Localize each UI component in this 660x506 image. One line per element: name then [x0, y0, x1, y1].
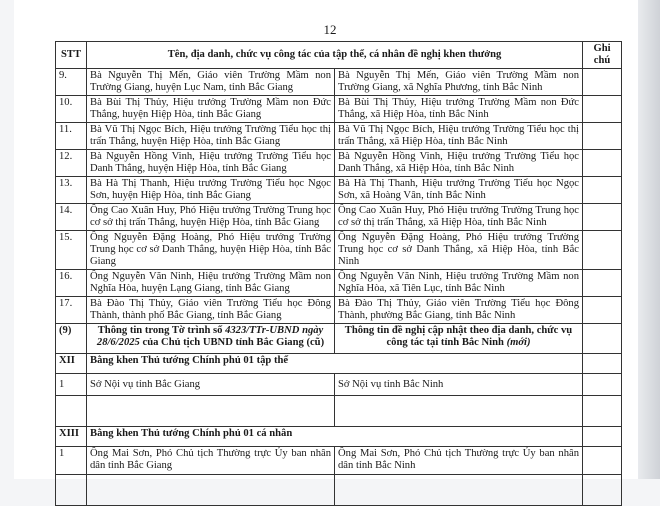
- row-new-info: Bà Vũ Thị Ngọc Bích, Hiệu trưởng Trường Tiểu học thị trấn Thắng, xã Hiệp Hòa, tỉnh Bắc Ninh: [335, 123, 583, 150]
- row-note: [583, 177, 622, 204]
- row-old-info: Ông Cao Xuân Huy, Phó Hiệu trưởng Trường Trung học cơ sở thị trấn Thắng, huyện Hiệp Hòa, tỉnh Bắc Giang: [87, 204, 335, 231]
- row-stt: 10.: [56, 96, 87, 123]
- section-title: Bằng khen Thủ tướng Chính phủ 01 cá nhân: [87, 427, 583, 447]
- row-old-info: Bà Nguyễn Thị Mến, Giáo viên Trường Mầm non Trường Giang, huyện Lục Nam, tỉnh Bắc Giang: [87, 69, 335, 96]
- row-new-info: Ông Mai Sơn, Phó Chủ tịch Thường trực Ủy ban nhân dân tỉnh Bắc Ninh: [335, 447, 583, 475]
- info-stt: (9): [56, 324, 87, 354]
- section-title: Bằng khen Thủ tướng Chính phủ 01 tập thể: [87, 354, 583, 374]
- row-note: [583, 204, 622, 231]
- row-note: [583, 150, 622, 177]
- empty-cell: [56, 396, 87, 427]
- empty-cell: [335, 475, 583, 506]
- row-stt: 1: [56, 374, 87, 396]
- empty-cell: [87, 396, 335, 427]
- row-stt: 11.: [56, 123, 87, 150]
- page-number: 12: [323, 22, 337, 37]
- table-row: [56, 270, 622, 297]
- header-note-line2: chú: [593, 55, 611, 66]
- section-stt: XII: [56, 354, 87, 374]
- row-old-info: Bà Hà Thị Thanh, Hiệu trưởng Trường Tiểu học Ngọc Sơn, huyện Hiệp Hòa, tỉnh Bắc Giang: [87, 177, 335, 204]
- header-note: [583, 42, 622, 69]
- table-row: [56, 69, 622, 96]
- header-note-line1: Ghi: [593, 43, 611, 54]
- row-old-info: Ông Nguyễn Văn Ninh, Hiệu trưởng Trường Mầm non Nghĩa Hòa, huyện Lạng Giang, tỉnh Bắc Giang: [87, 270, 335, 297]
- row-old-info: Ông Mai Sơn, Phó Chủ tịch Thường trực Ủy ban nhân dân tỉnh Bắc Giang: [87, 447, 335, 475]
- row-old-info: Sở Nội vụ tỉnh Bắc Giang: [87, 374, 335, 396]
- empty-row: [56, 475, 622, 506]
- table-row: [56, 177, 622, 204]
- row-note: [583, 297, 622, 324]
- row-note: [583, 270, 622, 297]
- table-row: [56, 297, 622, 324]
- section-row-xiii: [56, 427, 622, 447]
- table-row: [56, 96, 622, 123]
- section-row-xii: [56, 354, 622, 374]
- row-note: [583, 374, 622, 396]
- row-old-info: Bà Bùi Thị Thủy, Hiệu trưởng Trường Mầm non Đức Thắng, huyện Hiệp Hòa, tỉnh Bắc Giang: [87, 96, 335, 123]
- row-old-info: Bà Nguyễn Hồng Vinh, Hiệu trưởng Trường Tiểu học Danh Thắng, huyện Hiệp Hòa, tỉnh Bắc Giang: [87, 150, 335, 177]
- empty-cell: [583, 396, 622, 427]
- row-new-info: Bà Bùi Thị Thủy, Hiệu trưởng Trường Mầm non Đức Thắng, xã Hiệp Hòa, tỉnh Bắc Ninh: [335, 96, 583, 123]
- row-note: [583, 231, 622, 270]
- info-old-heading: [87, 324, 335, 354]
- info-new-prefix: Thông tin đề nghị cập nhật theo địa danh, chức vụ công tác tại tỉnh Bắc Ninh: [344, 325, 573, 348]
- empty-cell: [56, 475, 87, 506]
- row-stt: 9.: [56, 69, 87, 96]
- empty-cell: [583, 475, 622, 506]
- empty-row: [56, 396, 622, 427]
- info-old-ref: 4323/TTr-UBND ngày 28/6/2025: [96, 325, 324, 348]
- table-header-row: [56, 42, 622, 69]
- empty-cell: [335, 396, 583, 427]
- row-new-info: Bà Đào Thị Thủy, Giáo viên Trường Tiểu học Đông Thành, phường Bắc Giang, tỉnh Bắc Ninh: [335, 297, 583, 324]
- row-stt: 12.: [56, 150, 87, 177]
- info-header-row: [56, 324, 622, 354]
- page-edge-shadow: [638, 0, 660, 479]
- commendation-table: [55, 41, 622, 506]
- row-old-info: Bà Vũ Thị Ngọc Bích, Hiệu trưởng Trường Tiểu học thị trấn Thắng, huyện Hiệp Hòa, tỉnh Bắc Giang: [87, 123, 335, 150]
- row-new-info: Bà Hà Thị Thanh, Hiệu trưởng Trường Tiểu học Ngọc Sơn, xã Hoàng Vân, tỉnh Bắc Ninh: [335, 177, 583, 204]
- row-note: [583, 427, 622, 447]
- row-new-info: Bà Nguyễn Hồng Vinh, Hiệu trưởng Trường Tiểu học Danh Thắng, xã Hiệp Hòa, tỉnh Bắc Ninh: [335, 150, 583, 177]
- table-row: [56, 204, 622, 231]
- row-stt: 14.: [56, 204, 87, 231]
- row-note: [583, 69, 622, 96]
- section-stt: XIII: [56, 427, 87, 447]
- table-row: [56, 150, 622, 177]
- row-stt: 1: [56, 447, 87, 475]
- row-stt: 17.: [56, 297, 87, 324]
- row-new-info: Sở Nội vụ tỉnh Bắc Ninh: [335, 374, 583, 396]
- row-note: [583, 354, 622, 374]
- table-row: [56, 231, 622, 270]
- row-note: [583, 123, 622, 150]
- row-note: [583, 96, 622, 123]
- table-row: [56, 123, 622, 150]
- header-stt: STT: [56, 42, 87, 69]
- info-old-suffix: của Chủ tịch UBND tỉnh Bắc Giang (cũ): [139, 337, 325, 348]
- row-stt: 13.: [56, 177, 87, 204]
- row-note: [583, 447, 622, 475]
- row-old-info: Ông Nguyễn Đặng Hoàng, Phó Hiệu trưởng Trường Trung học cơ sở Danh Thắng, huyện Hiệp Hòa, tỉnh Bắc Giang: [87, 231, 335, 270]
- row-new-info: Bà Nguyễn Thị Mến, Giáo viên Trường Mầm non Trường Giang, xã Nghĩa Phương, tỉnh Bắc Ninh: [335, 69, 583, 96]
- row-new-info: Ông Nguyễn Văn Ninh, Hiệu trưởng Trường Mầm non Nghĩa Hòa, xã Tiên Lục, tỉnh Bắc Ninh: [335, 270, 583, 297]
- row-stt: 16.: [56, 270, 87, 297]
- row-new-info: Ông Nguyễn Đặng Hoàng, Phó Hiệu trưởng Trường Trung học cơ sở Danh Thắng, xã Hiệp Hòa, tỉnh Bắc Ninh: [335, 231, 583, 270]
- empty-cell: [87, 475, 335, 506]
- table-row: [56, 447, 622, 475]
- info-new-tag: (mới): [506, 337, 531, 348]
- header-title: Tên, địa danh, chức vụ công tác của tập thể, cá nhân đề nghị khen thưởng: [87, 42, 583, 69]
- row-note: [583, 324, 622, 354]
- row-new-info: Ông Cao Xuân Huy, Phó Hiệu trưởng Trường Trung học cơ sở thị trấn Thắng, xã Hiệp Hòa, tỉnh Bắc Ninh: [335, 204, 583, 231]
- info-old-prefix: Thông tin trong Tờ trình số: [97, 325, 226, 336]
- row-stt: 15.: [56, 231, 87, 270]
- row-old-info: Bà Đào Thị Thủy, Giáo viên Trường Tiểu học Đông Thành, thành phố Bắc Giang, tỉnh Bắc Giang: [87, 297, 335, 324]
- table-row: [56, 374, 622, 396]
- info-new-heading: [335, 324, 583, 354]
